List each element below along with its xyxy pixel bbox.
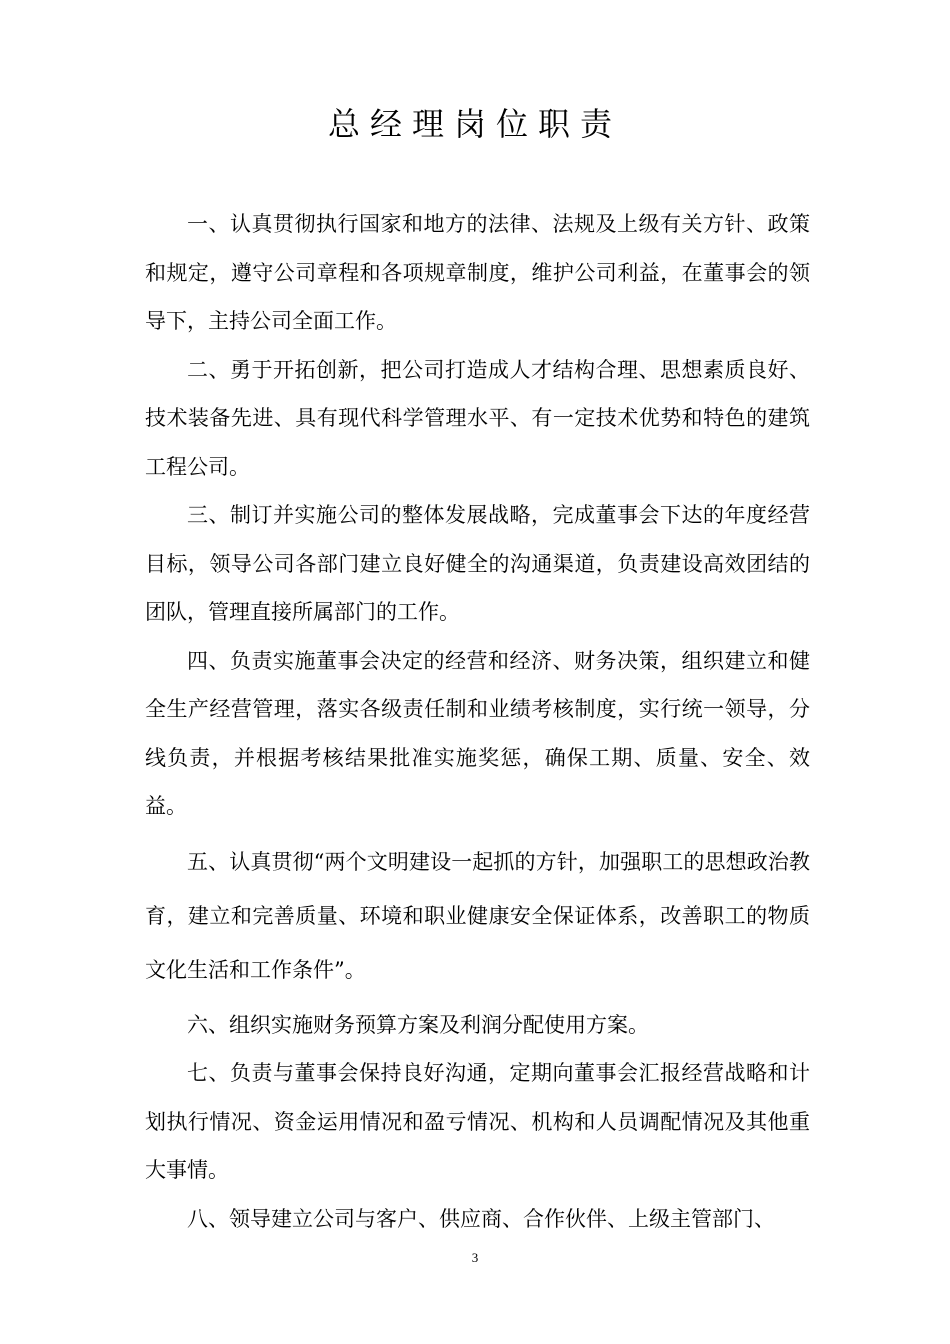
paragraph-5: 五、认真贯彻“两个文明建设一起抓的方针，加强职工的思想政治教育，建立和完善质量、环境和职业健康安全保证体系，改善职工的物质文化生活和工作条件”。 [145, 849, 810, 982]
paragraph-6: 六、组织实施财务预算方案及利润分配使用方案。 [187, 1012, 649, 1037]
paragraph-3: 三、制订并实施公司的整体发展战略，完成董事会下达的年度经营目标，领导公司各部门建立良好健全的沟通渠道，负责建设高效团结的团队，管理直接所属部门的工作。 [145, 503, 810, 624]
document-body [145, 200, 810, 1243]
page-number: 3 [471, 1250, 479, 1265]
paragraph-7: 七、负责与董事会保持良好沟通，定期向董事会汇报经营战略和计划执行情况、资金运用情况和盈亏情况、机构和人员调配情况及其他重大事情。 [145, 1061, 810, 1182]
paragraph-8: 八、领导建立公司与客户、供应商、合作伙伴、上级主管部门、 [187, 1206, 775, 1231]
paragraph-4: 四、负责实施董事会决定的经营和经济、财务决策，组织建立和健全生产经营管理，落实各级责任制和业绩考核制度，实行统一领导，分线负责，并根据考核结果批准实施奖惩，确保工期、质量、安全、效益。 [145, 648, 810, 818]
paragraph-2: 二、勇于开拓创新，把公司打造成人才结构合理、思想素质良好、技术装备先进、具有现代科学管理水平、有一定技术优势和特色的建筑工程公司。 [145, 357, 810, 479]
paragraph-1: 一、认真贯彻执行国家和地方的法律、法规及上级有关方针、政策和规定，遵守公司章程和各项规章制度，维护公司利益，在董事会的领导下，主持公司全面工作。 [145, 212, 810, 333]
page-title: 总经理岗位职责 [327, 105, 622, 143]
